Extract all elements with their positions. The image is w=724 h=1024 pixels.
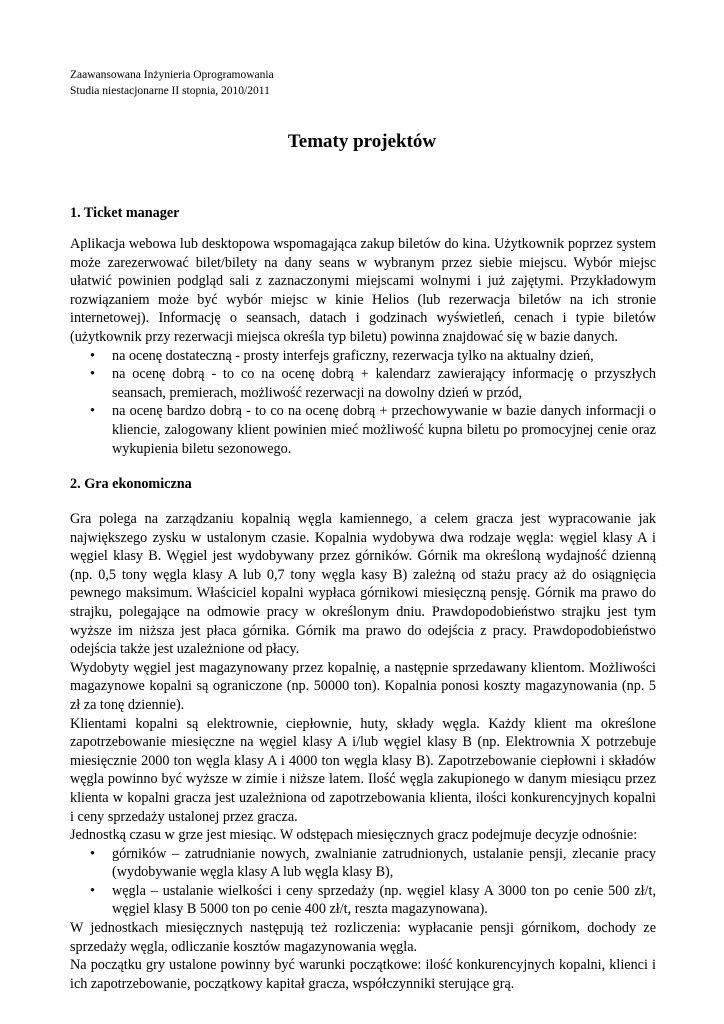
header-study-info: Studia niestacjonarne II stopnia, 2010/2011 (70, 85, 270, 97)
list-item: • węgla – ustalanie wielkości i ceny sprzedaży (np. węgiel klasy A 3000 ton po cenie 500 zł/t, węgiel klasy B 5000 ton po cenie 400 zł/t, reszta magazynowana). (90, 882, 656, 918)
bullet-icon: • (90, 403, 95, 420)
list-item: • na ocenę bardzo dobrą - to co na ocenę dobrą + przechowywanie w bazie danych informacji o kliencie, zalogowany klient powinien mieć możliwość kupna biletu po promocyjnej cenie oraz wykupienia biletu sezonowego. (90, 403, 656, 457)
paragraph: Jednostką czasu w grze jest miesiąc. W odstępach miesięcznych gracz podejmuje decyzje odnośnie: (70, 827, 638, 844)
header-course-name: Zaawansowana Inżynieria Oprogramowania (70, 69, 274, 81)
section-ticket-manager-body (70, 235, 656, 458)
bullet-icon: • (90, 366, 95, 383)
list-item: • na ocenę dobrą - to co na ocenę dobrą + kalendarz zawierający informację o przyszłych seansach, premierach, możliwość rezerwacji na dowolny dzień w przód, (90, 366, 656, 401)
paragraph: W jednostkach miesięcznych następują też rozliczenia: wypłacanie pensji górnikom, dochody ze sprzedaży węgla, odliczanie kosztów magazynowania węgla. (70, 920, 656, 955)
list-item: • na ocenę dostateczną - prosty interfejs graficzny, rezerwacja tylko na aktualny dzień, (90, 347, 594, 364)
bullet-icon: • (90, 347, 95, 364)
paragraph: Na początku gry ustalone powinny być warunki początkowe: ilość konkurencyjnych kopalni, klienci i ich zapotrzebowanie, początkowy kapitał gracza, współczynniki sterujące grą. (70, 957, 656, 992)
page-title: Tematy projektów (287, 131, 437, 152)
paragraph: Gra polega na zarządzaniu kopalnią węgla kamiennego, a celem gracza jest wypracowanie jak największego zysku w ustalonym czasie. Kopalnia wydobywa dwa rodzaje węgla: węgiel klasy A i węgiel klasy B. Węgiel jest wydobywany przez górników. Górnik ma określoną wydajność dzienną (np. 0,5 tony węgla klasy A lub 0,7 tony węgla kasy B) zależną od stażu pracy aż do osiągnięcia pewnego maksimum. Właściciel kopalni wypłaca górnikowi miesięczną pensję. Górnik ma prawo do strajku, polegające na odmowie pracy w określonym dniu. Prawdopodobieństwo strajku jest tym wyższe im niższa jest płaca górnika. Górnik ma prawo do odejścia z pracy. Prawdopodobieństwo odejścia także jest uzależnione od płacy. (70, 511, 656, 658)
bullet-icon: • (90, 845, 95, 862)
section-heading-ticket-manager: 1. Ticket manager (70, 205, 180, 221)
bullet-icon: • (90, 882, 95, 899)
document-header (70, 67, 274, 99)
paragraph: Aplikacja webowa lub desktopowa wspomagająca zakup biletów do kina. Użytkownik poprzez system może zarezerwować bilet/bilety na dany seans w wybranym przez siebie miejscu. Wybór miejsc ułatwić powinien podgląd sali z zaznaczonymi miejscami wolnymi i już zajętymi. Przykładowym rozwiązaniem może być wybór miejsc w kinie Helios (lub rezerwacja biletów na ich stronie internetowej). Informację o seansach, datach i godzinach wyświetleń, cenach i typie biletów (użytkownik przy rezerwacji miejsca określa typ biletu) powinna znajdować się w bazie danych. (70, 236, 656, 345)
list-item: • górników – zatrudnianie nowych, zwalnianie zatrudnionych, ustalanie pensji, zlecanie pracy (wydobywanie węgla klasy A lub węgla klasy B), (90, 845, 656, 881)
grading-list (70, 347, 656, 459)
decision-list (70, 845, 656, 919)
section-heading-economic-game: 2. Gra ekonomiczna (70, 476, 192, 492)
section-economic-game-body (70, 510, 656, 993)
paragraph: Wydobyty węgiel jest magazynowany przez kopalnię, a następnie sprzedawany klientom. Możliwości magazynowe kopalni są ograniczone (np. 50000 ton). Kopalnia ponosi koszty magazynowania (np. 5 zł za tonę dziennie). (70, 659, 656, 713)
paragraph: Klientami kopalni są elektrownie, ciepłownie, huty, składy węgla. Każdy klient ma określone zapotrzebowanie miesięczne na węgiel klasy A i/lub węgiel klasy B (np. Elektrownia X potrzebuje miesięcznie 2000 ton węgla klasy A i 4000 ton węgla klasy B). Zapotrzebowanie ciepłowni i składów węgla powinno być wyższe w zimie i niższe latem. Ilość węgla zakupionego w danym miesiącu przez klienta w kopalni gracza jest uzależniona od zapotrzebowania klienta, ilości konkurencyjnych kopalni i ceny sprzedaży ustalonej przez gracza. (70, 715, 656, 825)
